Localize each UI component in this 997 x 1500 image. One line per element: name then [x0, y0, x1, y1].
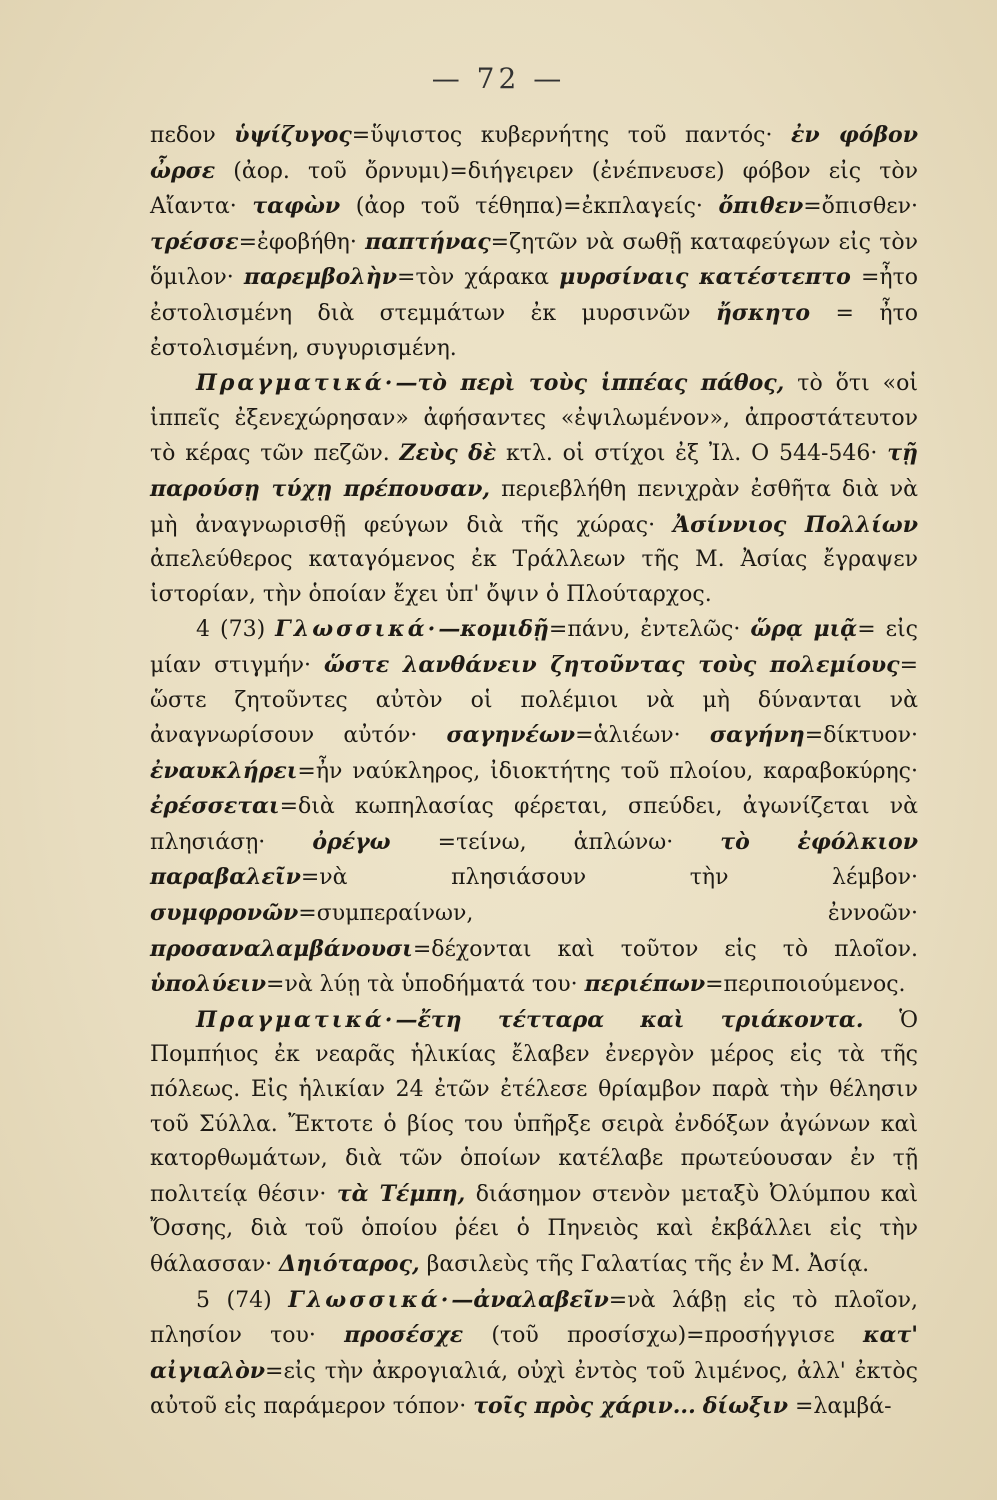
text-run: =ζητῶν νὰ σωθῇ καταφεύγων εἰς τὸν ὅμιλον·	[150, 229, 919, 291]
term: παρεμβολὴν	[243, 264, 398, 291]
term: τοῖς πρὸς χάριν...	[473, 1393, 696, 1420]
text-run: τὸ ὅτι «οἱ ἱππεῖς ἐξενεχώρησαν» ἀφήσαντες «ἐψιλωμένον», ἀπροστάτευτον τὸ κέρας τῶν πεζῶν.	[150, 371, 918, 467]
text-run: Ὁ Πομπήιος ἐκ νεαρᾶς ἡλικίας ἔλαβεν ἐνεργὸν μέρος εἰς τὰ τῆς πόλεως. Εἰς ἡλικίαν 24 ἐτῶν ἐτέλεσε θρίαμβον παρὰ τὴν θέλησιν τοῦ Σύλλα. Ἔκτοτε ὁ βίος του ὑπῆρξε σειρὰ ἐνδόξων ἀγώνων καὶ κατορθωμάτων, διὰ τῶν ὁποίων κατέλαβε πρωτεύουσαν ἐν τῇ πολιτείᾳ θέσιν·	[150, 1007, 918, 1207]
text-run	[696, 1394, 703, 1419]
paragraph-1	[150, 118, 918, 366]
term: ὑψίζυγος	[234, 122, 352, 148]
text-run: =ὕψιστος κυβερνήτης τοῦ παντός·	[351, 123, 792, 148]
text-run: =συμπεραίνων, ἐννοῶν·	[298, 901, 918, 927]
term: ἐν φόβον ὦρσε	[150, 122, 918, 184]
text-run: =ἦν ναύκληρος, ἰδιοκτήτης τοῦ πλοίου, καραβοκύρης·	[297, 758, 918, 784]
paragraph-4	[150, 1003, 918, 1283]
term: —τὸ περὶ τοὺς ἱππέας πάθος,	[395, 370, 785, 397]
term: παπτήνας	[365, 228, 491, 255]
term: τῇ παρούσῃ τύχῃ πρέπουσαν,	[150, 440, 918, 502]
term: προσέσχε	[344, 1322, 464, 1349]
term: συμφρονῶν	[150, 900, 299, 927]
term: ὄπιθεν	[718, 193, 804, 220]
text-run: κτλ. οἱ στίχοι ἐξ Ἰλ. Ο 544-546·	[496, 441, 888, 467]
term: —ἀναλαβεῖν	[451, 1286, 609, 1313]
text-run: = ἦτο ἐστολισμένη, συγυρισμένη.	[150, 300, 918, 361]
text-run: =λαμβά-	[787, 1394, 892, 1420]
text-run: ἀπελεύθερος καταγόμενος ἐκ Τράλλεων τῆς Μ. Ἀσίας ἔγραψεν ἱστορίαν, τὴν ὁποίαν ἔχει ὑπ' ὄψιν ὁ Πλούταρχος.	[150, 547, 918, 607]
text-run: =τὸν χάρακα	[397, 265, 560, 291]
text-run: =ἦτο ἐστολισμένη διὰ στεμμάτων ἐκ μυρσινῶν	[150, 265, 918, 326]
text-run: =δέχονται καὶ τοῦτον εἰς τὸ πλοῖον.	[412, 936, 918, 962]
term: ἐναυκλήρει	[150, 757, 298, 784]
term: Ζεὺς δὲ	[399, 440, 497, 467]
text-run: =τείνω, ἁπλώνω·	[390, 829, 721, 855]
text-run: =νὰ λύῃ τὰ ὑποδήματά του·	[266, 972, 585, 998]
paragraph-3	[150, 612, 918, 1003]
term: μυρσίναις κατέστεπτο	[559, 264, 851, 291]
text-run: βασιλεὺς τῆς Γαλατίας τῆς ἐν Μ. Ἀσίᾳ.	[419, 1252, 870, 1277]
section-heading: Γλωσσικά·	[275, 616, 439, 643]
text-run: =πάνυ, ἐντελῶς·	[548, 617, 751, 643]
term: περιέπων	[584, 971, 706, 998]
section-heading: Γλωσσικά·	[288, 1286, 452, 1313]
text-run: διάσημον στενὸν μεταξὺ Ὀλύμπου καὶ Ὄσσης, διὰ τοῦ ὁποίου ῥέει ὁ Πηνειὸς καὶ ἐκβάλλει εἰς τὴν θάλασσαν·	[150, 1181, 918, 1277]
term: ὥστε λανθάνειν ζητοῦντας τοὺς πολεμίους	[323, 651, 900, 678]
term: κατ' αἰγιαλὸν	[150, 1322, 918, 1384]
term: προσαναλαμβάνουσι	[150, 935, 413, 962]
paragraph-5	[150, 1283, 918, 1425]
term: σαγήνη	[709, 722, 805, 749]
term: τρέσσε	[150, 228, 239, 255]
term: τὸ ἐφόλκιον παραβαλεῖν	[150, 828, 918, 891]
text-run: =ἐφοβήθη·	[238, 229, 366, 255]
text-run: (ἀορ. τοῦ ὄρνυμι)=διήγειρεν (ἐνέπνευσε) φόβον εἰς τὸν Αἴαντα·	[150, 158, 918, 220]
text-run: =περιποιούμενος.	[705, 972, 906, 998]
text-run: =δίκτυον·	[804, 723, 918, 749]
text-run: =διὰ κωπηλασίας φέρεται, σπεύδει, ἀγωνίζεται νὰ πλησιάσῃ·	[150, 794, 918, 855]
text-run: =νὰ πλησιάσουν τὴν λέμβον·	[300, 865, 918, 891]
term: ὀρέγω	[312, 828, 391, 855]
text-run: =εἰς τὴν ἀκρογιαλιά, οὐχὶ ἐντὸς τοῦ λιμένος, ἀλλ' ἐκτὸς αὐτοῦ εἰς παράμερον τόπον·	[150, 1358, 918, 1420]
text-run: πεδον	[150, 123, 235, 148]
text-run: (τοῦ προσίσχω)=προσήγγισε	[463, 1323, 864, 1349]
term: ἤσκητο	[715, 299, 811, 326]
text-run: (ἀορ τοῦ τέθηπα)=ἐκπλαγείς·	[340, 194, 719, 220]
term: —κομιδῇ	[438, 616, 549, 643]
text-run: = εἰς μίαν στιγμήν·	[150, 617, 918, 678]
text-run: =ἁλιέων·	[575, 723, 710, 749]
text-run: 5 (74)	[196, 1287, 289, 1313]
text-run: περιεβλήθη πενιχρὰν ἐσθῆτα διὰ νὰ μὴ ἀναγνωρισθῇ φεύγων διὰ τῆς χώρας·	[150, 476, 918, 538]
term: ὥρᾳ μιᾷ	[750, 616, 858, 643]
section-heading: Πραγματικά·	[196, 1006, 396, 1033]
term: σαγηνέων	[446, 722, 576, 749]
text-run: =ὄπισθεν·	[803, 194, 918, 220]
term: ταφὼν	[252, 193, 341, 220]
term: ἐρέσσεται	[150, 793, 280, 820]
text-body	[150, 118, 918, 1425]
text-run: = ὥστε ζητοῦντες αὐτὸν οἱ πολέμιοι νὰ μὴ δύνανται νὰ ἀναγνωρίσουν αὐτόν·	[150, 652, 918, 749]
term: Ἀσίννιος Πολλίων	[673, 511, 918, 538]
paragraph-2	[150, 366, 918, 612]
text-run: =νὰ λάβῃ εἰς τὸ πλοῖον, πλησίον του·	[150, 1287, 918, 1349]
section-heading: Πραγματικά·	[196, 370, 396, 397]
term: τὰ Τέμπη,	[336, 1180, 466, 1207]
term: —ἔτη τέτταρα καὶ τριάκοντα.	[395, 1006, 864, 1033]
text-run: 4 (73)	[196, 617, 276, 643]
term: ὑπολύειν	[150, 971, 267, 998]
term: δίωξιν	[702, 1393, 788, 1420]
term: Δηιόταρος,	[279, 1251, 420, 1277]
page-number: — 72 —	[431, 62, 566, 95]
